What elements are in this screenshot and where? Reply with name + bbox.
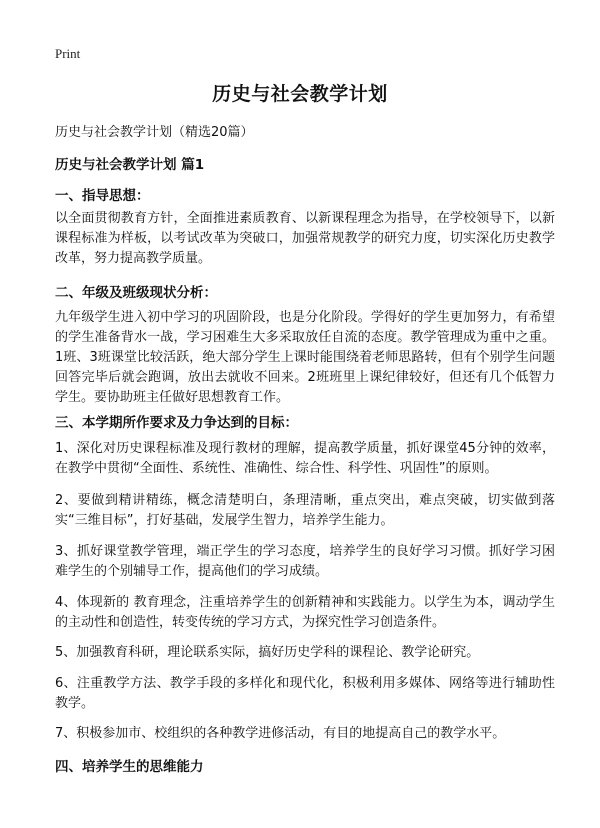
section-paragraph-guiding-ideology: 以全面贯彻教育方针，全面推进素质教育、以新课程理念为指导，在学校领导下，以新课程标准为样板，以考试改革为突破口，加强常规教学的研究力度，切实深化历史教学改革，努力提高教学质量。 <box>55 211 555 266</box>
section-paragraph-class-analysis: 九年级学生进入初中学习的巩固阶段，也是分化阶段。学得好的学生更加努力，有希望的学生准备背水一战，学习困难生大多采取放任自流的态度。教学管理成为重中之重。1班、3班课堂比较活跃，绝大部分学生上课时能围绕着老师思路转，但有个别学生问题回答完毕后就会跑调，放出去就收不回来。2班班里上课纪律较好，但还有几个低智力学生。要协助班主任做好思想教育工作。 <box>55 310 555 405</box>
goal-item-4: 4、体现新的 教育理念，注重培养学生的创新精神和实践能力。以学生为本，调动学生的主动性和创造性，转变传统的学习方式，为探究性学习创造条件。 <box>55 595 555 630</box>
page-title: 历史与社会教学计划 <box>212 83 388 105</box>
document-subtitle: 历史与社会教学计划（精选20篇） <box>55 125 254 140</box>
article-heading: 历史与社会教学计划 篇1 <box>55 157 205 173</box>
goal-item-3: 3、抓好课堂教学管理，端正学生的学习态度，培养学生的良好学习习惯。抓好学习困难学生的个别辅导工作，提高他们的学习成绩。 <box>55 544 555 579</box>
section-heading-thinking-ability: 四、培养学生的思维能力 <box>55 759 204 775</box>
section-heading-guiding-ideology: 一、指导思想： <box>55 188 150 204</box>
goal-item-1: 1、深化对历史课程标准及现行教材的理解，提高教学质量，抓好课堂45分钟的效率，在教学中贯彻“全面性、系统性、准确性、综合性、科学性、巩固性”的原则。 <box>55 441 555 476</box>
goal-item-7: 7、积极参加市、校组织的各种教学进修活动，有目的地提高自己的教学水平。 <box>55 726 506 741</box>
print-link[interactable]: Print <box>55 46 81 61</box>
section-heading-class-analysis: 二、年级及班级现状分析： <box>55 285 217 301</box>
goal-item-5: 5、加强教育科研，理论联系实际，搞好历史学科的课程论、教学论研究。 <box>55 645 480 660</box>
section-heading-semester-goals: 三、本学期所作要求及力争达到的目标： <box>55 415 298 431</box>
goal-item-2: 2、要做到精讲精练，概念清楚明白，条理清晰，重点突出，难点突破，切实做到落实“三维目标”，打好基础，发展学生智力，培养学生能力。 <box>55 493 555 528</box>
goal-item-6: 6、注重教学方法、教学手段的多样化和现代化，积极利用多媒体、网络等进行辅助性教学。 <box>55 676 555 711</box>
